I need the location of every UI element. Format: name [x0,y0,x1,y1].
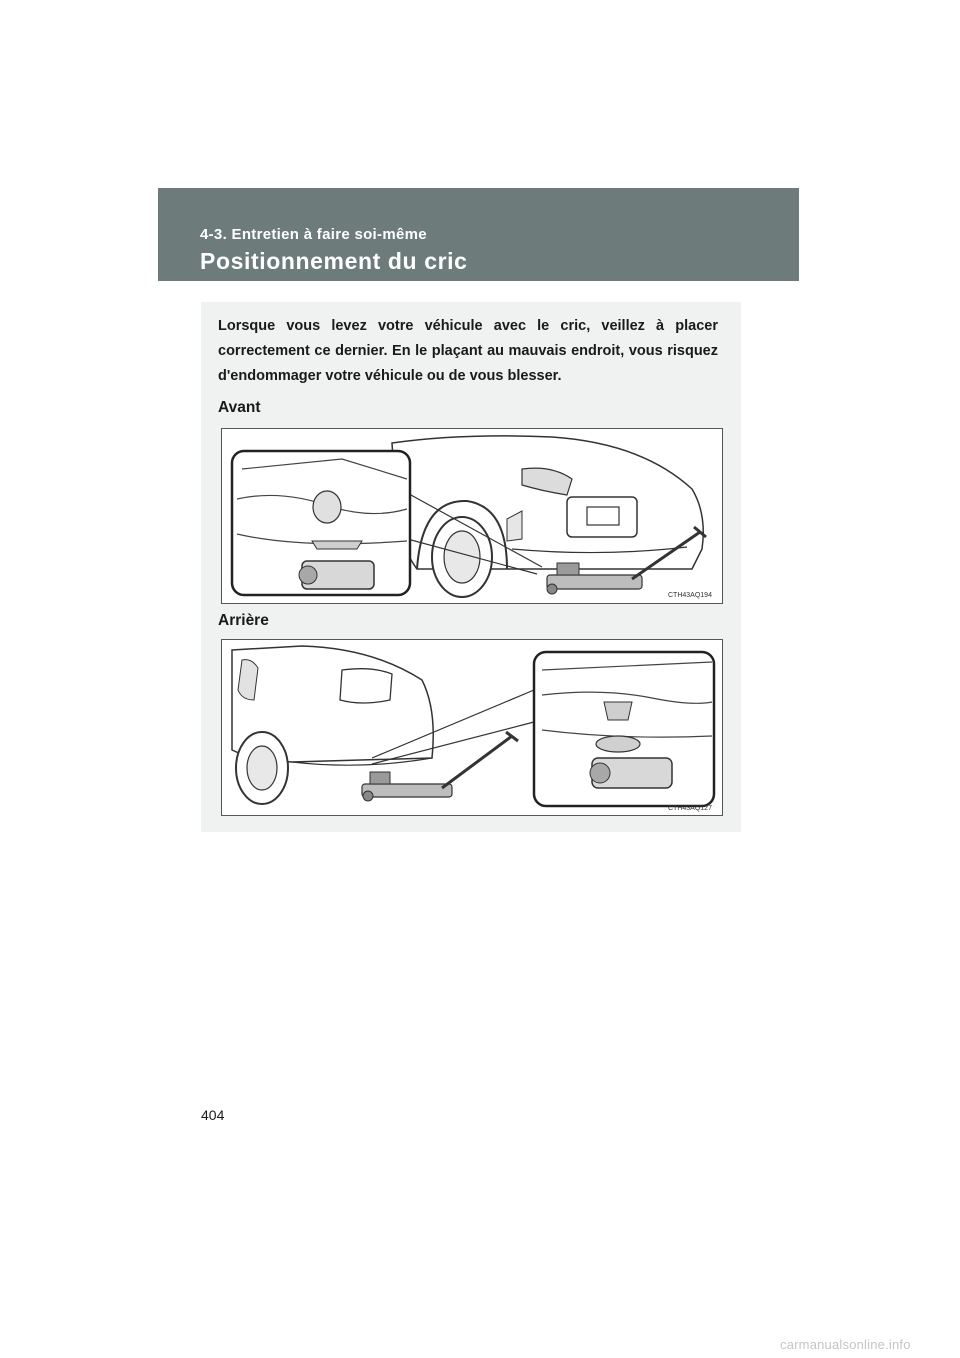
figure-code-rear: CTH43AQ127 [668,805,712,812]
content-box [201,302,741,832]
front-illustration [222,429,722,603]
watermark: carmanualsonline.info [780,1337,911,1352]
jack-handle [442,736,512,788]
page-title: Positionnement du cric [200,248,468,274]
rear-illustration [222,640,722,815]
intro-paragraph: Lorsque vous levez votre véhicule avec le cric, veillez à placer correctement ce dernier. En le plaçant au mauvais endroit, vous risquez d'endommager votre véhicule ou de vous blesser. [218,318,718,384]
figure-front-jack-point [221,428,723,604]
page-header [158,188,799,281]
figure-code-front: CTH43AQ194 [668,592,712,599]
floor-jack [547,575,642,589]
floor-jack [362,784,452,797]
page-number: 404 [201,1107,225,1123]
heading-front: Avant [218,399,261,416]
figure-rear-jack-point [221,639,723,816]
license-plate [587,507,619,525]
section-label: 4-3. Entretien à faire soi-même [200,226,427,243]
heading-rear: Arrière [218,612,269,629]
